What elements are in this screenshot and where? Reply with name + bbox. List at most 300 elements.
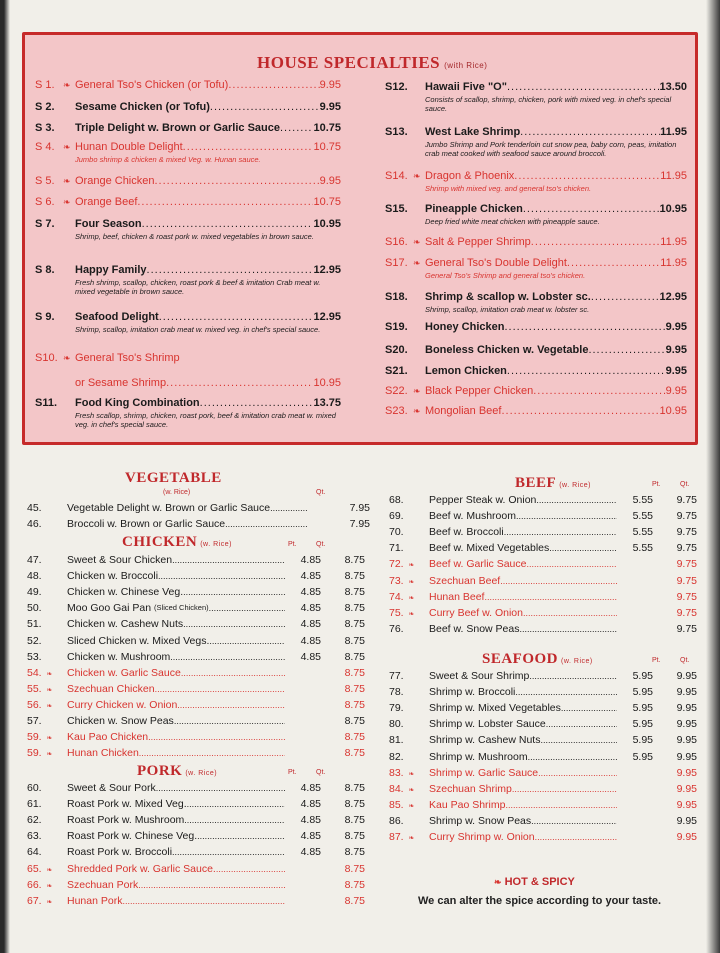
leader-dots [210, 101, 320, 113]
special-price: 13.75 [313, 397, 341, 409]
leader-dots [531, 236, 661, 248]
item-name: Beef w. Snow Peas [429, 622, 520, 635]
special-name-line [75, 264, 341, 276]
chicken-item [27, 729, 365, 745]
leader-dots [137, 196, 313, 208]
quart-price: 8.75 [344, 798, 365, 811]
leader-dots [270, 500, 307, 516]
special-number: S 2. [35, 101, 55, 113]
item-name-line [67, 812, 285, 828]
special-name: Orange Chicken [75, 175, 155, 187]
item-number: 48. [27, 570, 42, 583]
pint-price: 4.85 [300, 846, 321, 859]
leader-dots [158, 568, 285, 584]
beef-item [389, 492, 697, 508]
leader-dots [177, 697, 285, 713]
special-name: Honey Chicken [425, 321, 505, 333]
item-name: Szechuan Pork [67, 878, 139, 891]
pork-pt-header: Pt. [288, 769, 297, 776]
quart-price: 8.75 [344, 862, 365, 875]
special-name-line [425, 236, 687, 248]
special-body [425, 365, 687, 377]
seafood-item [389, 684, 697, 700]
item-name-line [429, 492, 617, 508]
item-name: Beef w. Garlic Sauce [429, 558, 527, 571]
special-number: S 5. [35, 175, 55, 187]
item-number: 77. [389, 670, 404, 682]
pork-item [27, 828, 365, 844]
item-number: 71. [389, 542, 404, 555]
item-number: 87. ❧ [389, 831, 415, 843]
quart-price: 9.95 [676, 670, 697, 682]
special-body [425, 170, 687, 193]
chicken-item [27, 713, 365, 729]
special-name-line [425, 321, 687, 333]
special-body [75, 175, 341, 187]
seafood-item [389, 781, 697, 797]
item-name-line [67, 649, 285, 665]
item-name-line [67, 844, 285, 860]
pint-price: 5.95 [632, 734, 653, 747]
vegetable-title: VEGETABLE [125, 470, 222, 486]
beef-title: BEEF (w. Rice) [515, 475, 591, 491]
quart-price: 8.75 [344, 846, 365, 859]
special-name-line [75, 79, 341, 91]
special-name-line [75, 311, 341, 323]
special-name-line [425, 170, 687, 182]
chili-icon: ❧ [63, 353, 71, 363]
leader-dots [183, 616, 285, 632]
chili-icon: ❧ [408, 770, 415, 778]
item-name-line [429, 781, 617, 797]
leader-dots [209, 600, 285, 616]
leader-dots [505, 797, 617, 813]
beef-item [389, 524, 697, 540]
pork-item [27, 812, 365, 828]
pork-item [27, 861, 365, 877]
item-number: 53. [27, 650, 42, 663]
item-name-line [67, 633, 285, 649]
leader-dots [567, 257, 660, 269]
quart-price: 9.95 [676, 831, 697, 843]
special-number: S 6. [35, 196, 55, 208]
pint-price [617, 797, 653, 813]
chili-icon: ❧ [46, 882, 53, 890]
item-name: Szechuan Chicken [67, 682, 155, 695]
item-name-line [429, 716, 617, 732]
item-name-line [67, 713, 285, 729]
item-number: 52. [27, 634, 42, 647]
leader-dots [540, 732, 617, 748]
pint-price [617, 589, 653, 605]
leader-dots [500, 573, 617, 589]
special-description: Shrimp, beef, chicken & roast pork w. mixed vegetables in brown sauce. [75, 232, 314, 241]
leader-dots [516, 508, 617, 524]
quart-price: 8.75 [344, 878, 365, 891]
pint-price [617, 813, 653, 829]
leader-dots [561, 700, 617, 716]
pint-price: 5.55 [632, 526, 653, 539]
item-number: 80. [389, 718, 404, 731]
special-name: Seafood Delight [75, 311, 159, 323]
leader-dots [216, 861, 285, 877]
leader-dots [200, 397, 314, 409]
special-description: General Tso's Shrimp and general tso's chicken. [425, 271, 586, 280]
item-name-line [67, 516, 307, 532]
item-number: 49. [27, 586, 42, 599]
item-number: 81. [389, 734, 404, 747]
pint-price [285, 665, 321, 681]
item-note: (Sliced Chicken) [154, 603, 209, 613]
quart-price: 8.75 [344, 570, 365, 583]
leader-dots [504, 524, 617, 540]
special-name: General Tso's Double Delight [425, 257, 567, 269]
pint-price [285, 697, 321, 713]
quart-price: 8.75 [344, 650, 365, 663]
item-number: 74. ❧ [389, 590, 415, 603]
item-name-line [67, 861, 285, 877]
pint-price: 5.95 [632, 670, 653, 682]
pint-price: 4.85 [300, 618, 321, 631]
item-name: Vegetable Delight w. Brown or Garlic Sauce [67, 502, 271, 514]
leader-dots [514, 170, 660, 182]
seafood-title: SEAFOOD (w. Rice) [482, 651, 593, 667]
chili-icon: ❧ [46, 735, 53, 743]
specials-title: HOUSE SPECIALTIES (with Rice) [257, 53, 488, 72]
pint-price: 4.85 [300, 602, 321, 615]
special-description: Shrimp with mixed veg. and general tso's chicken. [425, 184, 592, 193]
special-price: 10.95 [313, 377, 341, 389]
item-name: Moo Goo Gai Pan [67, 602, 152, 615]
leader-dots [155, 681, 285, 697]
leader-dots [538, 765, 617, 781]
special-number: S21. [385, 365, 408, 377]
pint-price [285, 745, 321, 761]
chili-icon: ❧ [46, 751, 53, 759]
special-price: 10.95 [659, 203, 687, 215]
item-name-line [429, 732, 617, 748]
item-name: Kau Pao Shrimp [429, 798, 506, 811]
leader-dots [138, 877, 285, 893]
item-number: 47. [27, 554, 42, 566]
item-name: Beef w. Broccoli [429, 526, 504, 539]
leader-dots [172, 552, 285, 568]
leader-dots [183, 584, 285, 600]
pint-price [285, 729, 321, 745]
item-name: Sliced Chicken w. Mixed Vegs. [67, 634, 210, 647]
item-name: Shrimp w. Cashew Nuts [429, 734, 541, 747]
chicken-item [27, 616, 365, 632]
chili-icon: ❧ [413, 237, 421, 247]
special-body [425, 81, 687, 113]
special-description: Shrimp, scallop, imitation crab meat w. lobster sc. [425, 305, 590, 314]
item-name: Shrimp w. Garlic Sauce [429, 766, 539, 779]
pint-price [617, 621, 653, 637]
special-name-line [425, 385, 687, 397]
beef-item [389, 589, 697, 605]
leader-dots [484, 589, 617, 605]
special-number: S11. [35, 397, 58, 409]
item-name: Beef w. Mixed Vegetables [429, 542, 550, 555]
special-name: Mongolian Beef [425, 405, 502, 417]
special-body [425, 321, 687, 333]
item-name-line [67, 665, 285, 681]
chili-icon: ❧ [408, 610, 415, 618]
chili-icon: ❧ [63, 80, 71, 90]
item-name: Chicken w. Garlic Sauce [67, 666, 181, 679]
quart-price: 9.95 [676, 750, 697, 763]
leader-dots [523, 203, 660, 215]
chili-icon: ❧ [408, 578, 415, 586]
leader-dots [501, 405, 659, 417]
item-name: Chicken w. Cashew Nuts [67, 618, 184, 631]
pint-price [285, 877, 321, 893]
leader-dots [531, 813, 617, 829]
special-number: S23. [385, 405, 408, 417]
pork-item [27, 780, 365, 796]
item-number: 57. [27, 715, 42, 727]
special-body [425, 203, 687, 226]
leader-dots [520, 126, 660, 138]
special-number: S 1. [35, 79, 55, 91]
seafood-item [389, 668, 697, 684]
quart-price: 8.75 [344, 894, 365, 907]
item-name: Pepper Steak w. Onion [429, 494, 537, 506]
special-body [75, 79, 341, 91]
leader-dots [139, 745, 285, 761]
special-name-line [75, 352, 341, 364]
special-body [75, 311, 341, 334]
leader-dots [528, 749, 617, 765]
leader-dots [507, 81, 660, 93]
special-number: S18. [385, 291, 408, 303]
quart-price: 9.95 [676, 798, 697, 811]
chicken-item [27, 568, 365, 584]
item-number: 51. [27, 618, 42, 631]
special-name-line [425, 126, 687, 138]
leader-dots [515, 684, 617, 700]
item-number: 59. ❧ [27, 747, 53, 760]
chili-icon: ❧ [408, 835, 415, 842]
special-number: S14. [385, 170, 408, 182]
special-name-line [75, 196, 341, 208]
special-number: S16. [385, 236, 408, 248]
pint-price: 5.55 [632, 494, 653, 506]
quart-price: 9.75 [676, 526, 697, 539]
special-price: 10.75 [313, 141, 341, 153]
item-number: 69. [389, 510, 404, 523]
item-number: 46. [27, 518, 42, 531]
item-name-line [429, 684, 617, 700]
special-price: 9.95 [319, 101, 341, 113]
quart-price: 9.95 [676, 734, 697, 747]
pint-price [617, 765, 653, 781]
item-name-line [429, 540, 617, 556]
leader-dots [174, 713, 285, 729]
beef-pt-header: Pt. [652, 481, 661, 488]
item-name-line [67, 600, 285, 616]
item-number: 83. ❧ [389, 766, 415, 779]
special-description: Shrimp, scallop, imitation crab meat w. mixed veg. in chef's special sauce. [75, 325, 321, 334]
item-name: Shrimp w. Snow Peas [429, 814, 532, 827]
chicken-item [27, 600, 365, 616]
house-specialties-box [22, 32, 698, 445]
leader-dots [148, 729, 285, 745]
item-number: 65. ❧ [27, 862, 53, 875]
item-number: 64. [27, 846, 42, 859]
special-price: 10.95 [659, 405, 687, 417]
leader-dots [533, 385, 665, 397]
item-name-line [67, 568, 285, 584]
leader-dots [183, 141, 314, 153]
item-name-line [67, 729, 285, 745]
leader-dots [181, 665, 285, 681]
quart-price: 8.75 [344, 634, 365, 647]
special-description: Consists of scallop, shrimp, chicken, pork with mixed veg. in chef's special sauce. [425, 95, 672, 113]
seafood-item [389, 829, 697, 845]
item-name-line [67, 796, 285, 812]
leader-dots [142, 218, 314, 230]
pint-price [617, 829, 653, 845]
item-name-line [429, 556, 617, 572]
beef-qt-header: Qt. [680, 481, 690, 488]
pork-item [27, 844, 365, 860]
special-name: Salt & Pepper Shrimp [425, 236, 531, 248]
beef-item [389, 540, 697, 556]
special-body [425, 405, 687, 417]
item-number: 68. [389, 494, 404, 506]
leader-dots [147, 264, 314, 276]
special-price: 10.75 [313, 122, 341, 134]
leader-dots [166, 377, 313, 389]
pint-price: 4.85 [300, 782, 321, 794]
special-body [425, 126, 687, 158]
quart-price: 9.95 [676, 814, 697, 827]
special-name: Four Season [75, 218, 142, 230]
special-price: 11.95 [660, 257, 687, 269]
item-name-line [429, 573, 617, 589]
quart-price: 8.75 [344, 618, 365, 631]
chicken-title: CHICKEN (w. Rice) [122, 534, 232, 550]
pint-price [617, 605, 653, 621]
pint-price [617, 573, 653, 589]
quart-price: 8.75 [344, 814, 365, 827]
leader-dots [535, 829, 617, 845]
item-name: Szechuan Beef [429, 574, 501, 587]
chili-icon: ❧ [413, 258, 421, 268]
special-name-line [425, 344, 687, 356]
special-price: 9.95 [665, 385, 687, 397]
pint-price: 4.85 [300, 798, 321, 811]
pint-price [285, 681, 321, 697]
leader-dots [170, 649, 285, 665]
special-price: 9.95 [665, 344, 687, 356]
item-name: Broccoli w. Brown or Garlic Sauce [67, 518, 226, 531]
special-body [425, 257, 687, 280]
item-name-line [67, 893, 285, 909]
beef-item [389, 605, 697, 621]
pint-price: 4.85 [300, 634, 321, 647]
chili-icon: ❧ [46, 702, 53, 710]
beef-item [389, 573, 697, 589]
item-number: 85. ❧ [389, 798, 415, 811]
item-number: 82. [389, 750, 404, 763]
seafood-item [389, 797, 697, 813]
beef-item [389, 556, 697, 572]
item-number: 61. [27, 798, 42, 811]
special-body [75, 264, 341, 296]
chili-icon: ❧ [46, 866, 53, 874]
item-name-line [429, 700, 617, 716]
item-number: 78. [389, 686, 404, 699]
item-name-line [67, 552, 285, 568]
leader-dots [209, 633, 285, 649]
pint-price: 5.95 [632, 718, 653, 731]
seafood-item [389, 716, 697, 732]
pint-price [285, 713, 321, 729]
item-name: Shrimp w. Mixed Vegetables [429, 702, 561, 715]
special-price: 11.95 [660, 126, 687, 138]
item-number: 66. ❧ [27, 878, 53, 891]
pint-price [285, 861, 321, 877]
vegetable-subtitle: (w. Rice) [163, 489, 191, 496]
special-name: Happy Family [75, 264, 147, 276]
leader-dots [225, 516, 307, 532]
leader-dots [526, 556, 617, 572]
special-description: Deep fried white meat chicken with pineapple sauce. [425, 217, 600, 226]
special-number: S10. [35, 352, 58, 364]
leader-dots [197, 828, 285, 844]
special-name: General Tso's Shrimp [75, 352, 180, 364]
item-number: 56. ❧ [27, 698, 53, 711]
pork-title: PORK (w. Rice) [137, 763, 218, 779]
quart-price: 8.75 [344, 715, 365, 727]
special-number: S12. [385, 81, 408, 93]
special-body [425, 344, 687, 356]
chicken-item [27, 552, 365, 568]
special-price: 11.95 [660, 236, 687, 248]
pint-price [617, 556, 653, 572]
leader-dots [507, 365, 666, 377]
special-name: Shrimp & scallop w. Lobster sc. [425, 291, 591, 303]
quart-price: 9.95 [676, 782, 697, 795]
leader-dots [512, 781, 617, 797]
chicken-qt-header: Qt. [316, 541, 326, 548]
special-body [425, 236, 687, 248]
item-name-line [67, 745, 285, 761]
special-body [425, 291, 687, 314]
seafood-qt-header: Qt. [680, 657, 690, 664]
special-name: Dragon & Phoenix [425, 170, 515, 182]
item-name: Sweet & Sour Chicken [67, 554, 173, 566]
special-price: 9.95 [319, 79, 341, 91]
special-name: Orange Beef [75, 196, 138, 208]
item-name-line [429, 829, 617, 845]
item-name: Curry Chicken w. Onion [67, 698, 178, 711]
item-name: Roast Pork w. Broccoli [67, 846, 173, 859]
item-name-line [67, 616, 285, 632]
special-name-line [75, 175, 341, 187]
special-name-line [425, 405, 687, 417]
quart-price: 8.75 [344, 731, 365, 744]
vegetable-item [27, 516, 370, 532]
special-name: Sesame Chicken (or Tofu) [75, 101, 210, 113]
special-name-line [75, 377, 341, 389]
pint-price: 5.55 [632, 542, 653, 555]
quart-price: 9.95 [676, 686, 697, 699]
quart-price: 9.75 [676, 542, 697, 555]
item-number: 76. [389, 622, 404, 635]
